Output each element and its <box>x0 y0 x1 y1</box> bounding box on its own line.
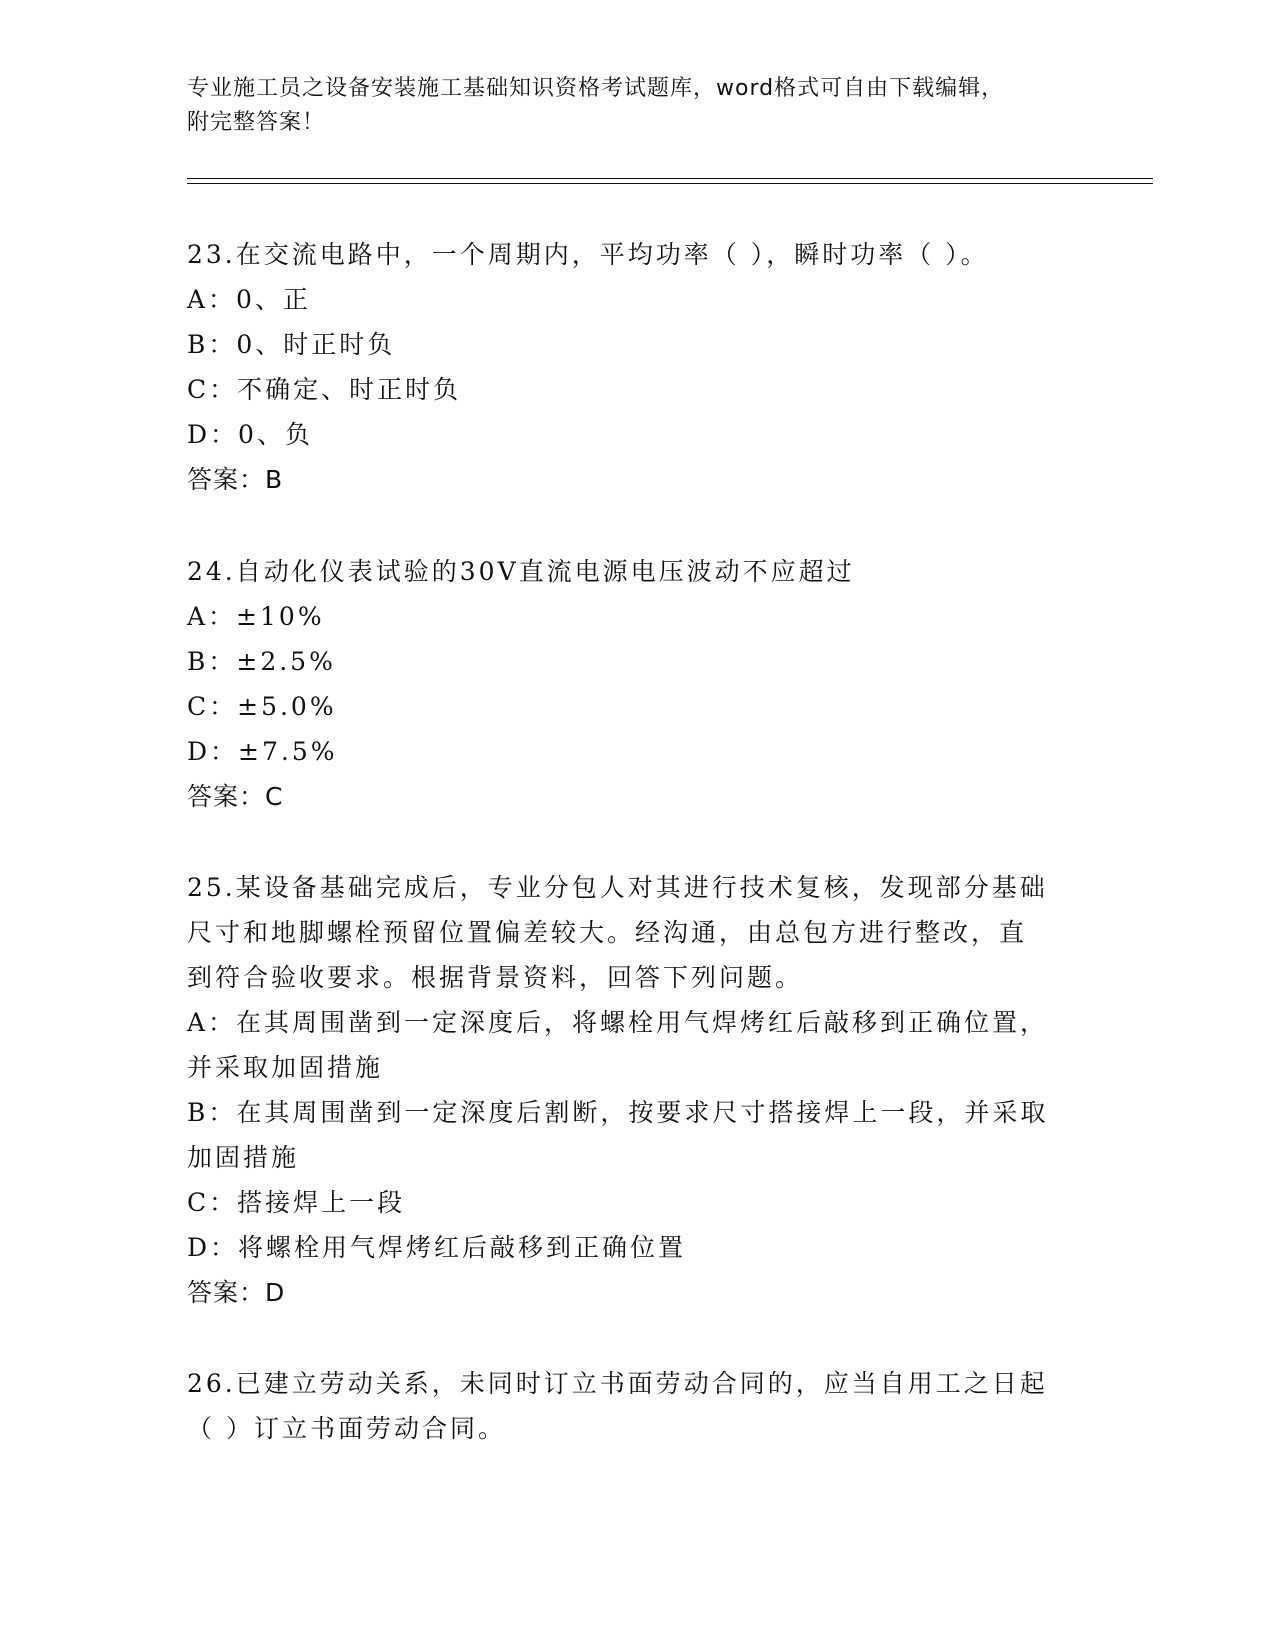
option-c: C：±5.0% <box>187 692 337 721</box>
option-a-continued: 并采取加固措施 <box>187 1053 384 1082</box>
option-b: B：0、时正时负 <box>187 330 396 359</box>
option-d: D：±7.5% <box>187 737 338 766</box>
option-a: A：在其周围凿到一定深度后，将螺栓用气焊烤红后敲移到正确位置， <box>187 1008 1049 1037</box>
answer-label: 答案：D <box>187 1278 286 1307</box>
question-stem-line-1: 25.某设备基础完成后，专业分包人对其进行技术复核，发现部分基础 <box>187 873 1048 902</box>
question-stem-line-1: 26.已建立劳动关系，未同时订立书面劳动合同的，应当自用工之日起 <box>187 1369 1048 1398</box>
option-d: D：0、负 <box>187 420 313 449</box>
option-b-continued: 加固措施 <box>187 1143 300 1172</box>
header-line-2: 附完整答案！ <box>187 110 326 135</box>
option-b: B：在其周围凿到一定深度后割断，按要求尺寸搭接焊上一段，并采取 <box>187 1098 1049 1127</box>
option-c: C：不确定、时正时负 <box>187 375 462 404</box>
document-header <box>187 72 1087 140</box>
question-stem: 23.在交流电路中，一个周期内，平均功率（ ），瞬时功率（ ）。 <box>187 240 989 269</box>
question-stem: 24.自动化仪表试验的30V直流电源电压波动不应超过 <box>187 557 855 586</box>
question-stem-line-2: （ ）订立书面劳动合同。 <box>187 1414 506 1443</box>
option-b: B：±2.5% <box>187 647 336 676</box>
option-d: D：将螺栓用气焊烤红后敲移到正确位置 <box>187 1233 687 1262</box>
option-a: A：0、正 <box>187 285 311 314</box>
question-stem-line-3: 到符合验收要求。根据背景资料，回答下列问题。 <box>187 963 804 992</box>
option-a: A：±10% <box>187 602 325 631</box>
question-stem-line-2: 尺寸和地脚螺栓预留位置偏差较大。经沟通，由总包方进行整改，直 <box>187 918 1028 947</box>
header-line-1: 专业施工员之设备安装施工基础知识资格考试题库，word格式可自由下载编辑， <box>187 76 1005 101</box>
header-divider-bottom <box>187 183 1153 184</box>
answer-label: 答案：C <box>187 782 284 811</box>
header-divider-top <box>187 178 1153 179</box>
answer-label: 答案：B <box>187 465 284 494</box>
option-c: C：搭接焊上一段 <box>187 1188 406 1217</box>
